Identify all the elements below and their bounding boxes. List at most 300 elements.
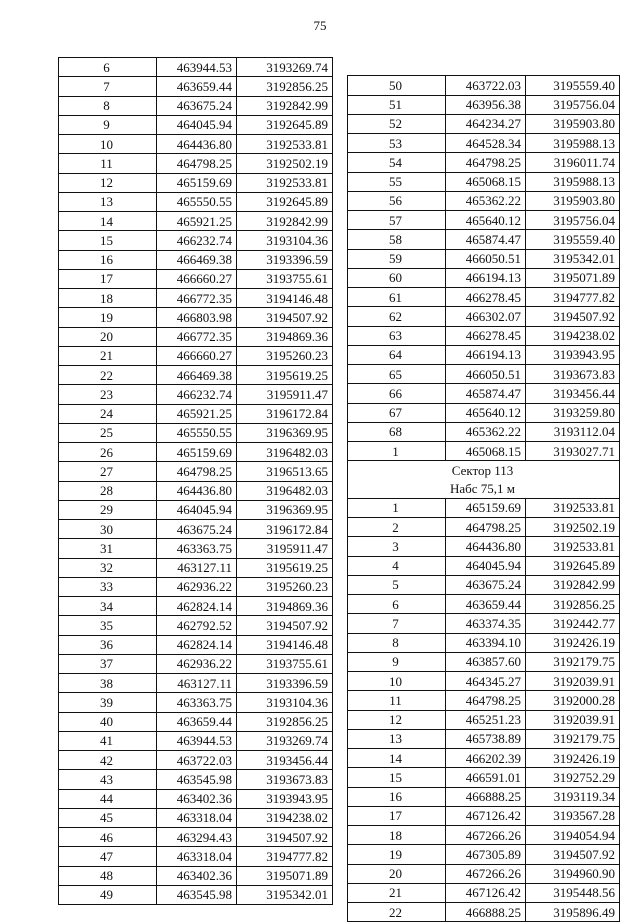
point-number: 5 [348, 575, 446, 594]
x-coordinate: 463127.11 [157, 558, 237, 577]
point-number: 10 [348, 672, 446, 691]
x-coordinate: 465251.23 [446, 710, 526, 729]
y-coordinate: 3194507.92 [237, 616, 333, 635]
y-coordinate: 3193943.95 [526, 345, 620, 364]
table-row [59, 385, 333, 404]
table-row [348, 307, 620, 326]
y-coordinate: 3193027.71 [526, 442, 620, 461]
point-number: 67 [348, 403, 446, 422]
y-coordinate: 3195903.80 [526, 114, 620, 133]
sector-title: Сектор 113 [348, 461, 620, 480]
y-coordinate: 3192426.19 [526, 749, 620, 768]
y-coordinate: 3195071.89 [237, 866, 333, 885]
point-number: 65 [348, 365, 446, 384]
table-row [348, 153, 620, 172]
table-row [348, 652, 620, 671]
table-row [59, 731, 333, 750]
table-row [348, 864, 620, 883]
y-coordinate: 3192856.25 [237, 77, 333, 96]
y-coordinate: 3192179.75 [526, 729, 620, 748]
point-number: 19 [348, 845, 446, 864]
point-number: 33 [59, 577, 157, 596]
point-number: 27 [59, 462, 157, 481]
x-coordinate: 465921.25 [157, 212, 237, 231]
point-number: 58 [348, 230, 446, 249]
x-coordinate: 467126.42 [446, 806, 526, 825]
y-coordinate: 3195342.01 [526, 249, 620, 268]
point-number: 20 [59, 327, 157, 346]
table-row [59, 520, 333, 539]
x-coordinate: 464798.25 [157, 154, 237, 173]
y-coordinate: 3193269.74 [237, 731, 333, 750]
y-coordinate: 3195756.04 [526, 95, 620, 114]
table-row [348, 249, 620, 268]
x-coordinate: 465640.12 [446, 211, 526, 230]
y-coordinate: 3192533.81 [526, 498, 620, 517]
table-row [59, 539, 333, 558]
y-coordinate: 3192179.75 [526, 652, 620, 671]
point-number: 30 [59, 520, 157, 539]
x-coordinate: 465362.22 [446, 422, 526, 441]
x-coordinate: 466302.07 [446, 307, 526, 326]
x-coordinate: 466660.27 [157, 269, 237, 288]
x-coordinate: 462824.14 [157, 597, 237, 616]
sector-subtitle-row [348, 480, 620, 499]
table-row [59, 250, 333, 269]
x-coordinate: 464345.27 [446, 672, 526, 691]
y-coordinate: 3193259.80 [526, 403, 620, 422]
point-number: 14 [59, 212, 157, 231]
table-row [59, 712, 333, 731]
x-coordinate: 466278.45 [446, 288, 526, 307]
x-coordinate: 463675.24 [157, 520, 237, 539]
point-number: 13 [348, 729, 446, 748]
point-number: 6 [59, 58, 157, 77]
x-coordinate: 462936.22 [157, 577, 237, 596]
x-coordinate: 467266.26 [446, 826, 526, 845]
table-row [59, 751, 333, 770]
point-number: 10 [59, 135, 157, 154]
y-coordinate: 3192856.25 [526, 595, 620, 614]
point-number: 12 [59, 173, 157, 192]
x-coordinate: 466888.25 [446, 903, 526, 922]
table-row [348, 114, 620, 133]
x-coordinate: 466194.13 [446, 345, 526, 364]
point-number: 49 [59, 885, 157, 904]
table-row [59, 654, 333, 673]
x-coordinate: 466772.35 [157, 327, 237, 346]
point-number: 18 [348, 826, 446, 845]
table-row [348, 903, 620, 922]
point-number: 25 [59, 423, 157, 442]
point-number: 1 [348, 498, 446, 517]
point-number: 21 [348, 883, 446, 902]
point-number: 37 [59, 654, 157, 673]
y-coordinate: 3195260.23 [237, 346, 333, 365]
table-row [348, 595, 620, 614]
y-coordinate: 3193396.59 [237, 674, 333, 693]
x-coordinate: 465550.55 [157, 423, 237, 442]
x-coordinate: 463294.43 [157, 828, 237, 847]
y-coordinate: 3192842.99 [237, 96, 333, 115]
table-row [59, 115, 333, 134]
x-coordinate: 464045.94 [157, 115, 237, 134]
y-coordinate: 3193673.83 [526, 365, 620, 384]
y-coordinate: 3193567.28 [526, 806, 620, 825]
point-number: 4 [348, 556, 446, 575]
table-row [348, 345, 620, 364]
point-number: 56 [348, 191, 446, 210]
table-row [348, 76, 620, 95]
y-coordinate: 3196369.95 [237, 423, 333, 442]
y-coordinate: 3192000.28 [526, 691, 620, 710]
x-coordinate: 464436.80 [157, 481, 237, 500]
x-coordinate: 465874.47 [446, 230, 526, 249]
y-coordinate: 3193673.83 [237, 770, 333, 789]
x-coordinate: 463363.75 [157, 693, 237, 712]
point-number: 13 [59, 192, 157, 211]
table-row [59, 789, 333, 808]
x-coordinate: 465159.69 [157, 173, 237, 192]
y-coordinate: 3195342.01 [237, 885, 333, 904]
x-coordinate: 467305.89 [446, 845, 526, 864]
table-row [348, 710, 620, 729]
x-coordinate: 466772.35 [157, 289, 237, 308]
table-row [348, 729, 620, 748]
x-coordinate: 466194.13 [446, 268, 526, 287]
point-number: 39 [59, 693, 157, 712]
table-row [348, 230, 620, 249]
table-row [59, 346, 333, 365]
table-row [59, 154, 333, 173]
y-coordinate: 3194507.92 [237, 308, 333, 327]
y-coordinate: 3195988.13 [526, 172, 620, 191]
point-number: 29 [59, 500, 157, 519]
y-coordinate: 3195988.13 [526, 134, 620, 153]
table-row [348, 691, 620, 710]
y-coordinate: 3196482.03 [237, 443, 333, 462]
point-number: 61 [348, 288, 446, 307]
y-coordinate: 3193104.36 [237, 231, 333, 250]
y-coordinate: 3193755.61 [237, 269, 333, 288]
table-row [59, 58, 333, 77]
table-row [348, 518, 620, 537]
x-coordinate: 466278.45 [446, 326, 526, 345]
table-row [348, 575, 620, 594]
x-coordinate: 463675.24 [446, 575, 526, 594]
point-number: 63 [348, 326, 446, 345]
y-coordinate: 3192842.99 [526, 575, 620, 594]
y-coordinate: 3196172.84 [237, 520, 333, 539]
x-coordinate: 466660.27 [157, 346, 237, 365]
y-coordinate: 3192856.25 [237, 712, 333, 731]
x-coordinate: 466888.25 [446, 787, 526, 806]
y-coordinate: 3194869.36 [237, 327, 333, 346]
y-coordinate: 3192842.99 [237, 212, 333, 231]
table-row [59, 866, 333, 885]
point-number: 1 [348, 442, 446, 461]
x-coordinate: 465068.15 [446, 442, 526, 461]
point-number: 47 [59, 847, 157, 866]
y-coordinate: 3193104.36 [237, 693, 333, 712]
x-coordinate: 463402.36 [157, 789, 237, 808]
x-coordinate: 465362.22 [446, 191, 526, 210]
x-coordinate: 466469.38 [157, 250, 237, 269]
left-coordinate-table [58, 57, 333, 905]
y-coordinate: 3195896.49 [526, 903, 620, 922]
point-number: 17 [348, 806, 446, 825]
y-coordinate: 3194238.02 [237, 808, 333, 827]
x-coordinate: 463659.44 [157, 712, 237, 731]
point-number: 15 [348, 768, 446, 787]
table-row [59, 808, 333, 827]
y-coordinate: 3194238.02 [526, 326, 620, 345]
point-number: 52 [348, 114, 446, 133]
point-number: 42 [59, 751, 157, 770]
y-coordinate: 3193112.04 [526, 422, 620, 441]
table-row [348, 172, 620, 191]
x-coordinate: 465159.69 [446, 498, 526, 517]
x-coordinate: 463402.36 [157, 866, 237, 885]
table-row [348, 95, 620, 114]
x-coordinate: 462936.22 [157, 654, 237, 673]
point-number: 44 [59, 789, 157, 808]
point-number: 57 [348, 211, 446, 230]
x-coordinate: 463944.53 [157, 731, 237, 750]
y-coordinate: 3196369.95 [237, 500, 333, 519]
y-coordinate: 3193396.59 [237, 250, 333, 269]
point-number: 40 [59, 712, 157, 731]
y-coordinate: 3193755.61 [237, 654, 333, 673]
y-coordinate: 3192426.19 [526, 633, 620, 652]
y-coordinate: 3192039.91 [526, 672, 620, 691]
y-coordinate: 3194777.82 [237, 847, 333, 866]
x-coordinate: 465640.12 [446, 403, 526, 422]
y-coordinate: 3193269.74 [237, 58, 333, 77]
table-row [59, 847, 333, 866]
y-coordinate: 3193119.34 [526, 787, 620, 806]
point-number: 64 [348, 345, 446, 364]
table-row [59, 308, 333, 327]
table-row [59, 558, 333, 577]
y-coordinate: 3193943.95 [237, 789, 333, 808]
point-number: 68 [348, 422, 446, 441]
y-coordinate: 3196482.03 [237, 481, 333, 500]
y-coordinate: 3195903.80 [526, 191, 620, 210]
point-number: 32 [59, 558, 157, 577]
table-row [348, 672, 620, 691]
point-number: 22 [59, 366, 157, 385]
x-coordinate: 464798.25 [446, 691, 526, 710]
point-number: 11 [59, 154, 157, 173]
x-coordinate: 464234.27 [446, 114, 526, 133]
x-coordinate: 466232.74 [157, 231, 237, 250]
y-coordinate: 3192502.19 [237, 154, 333, 173]
y-coordinate: 3195071.89 [526, 268, 620, 287]
table-row [59, 192, 333, 211]
y-coordinate: 3192533.81 [526, 537, 620, 556]
point-number: 60 [348, 268, 446, 287]
y-coordinate: 3196011.74 [526, 153, 620, 172]
x-coordinate: 464798.25 [446, 518, 526, 537]
table-row [59, 635, 333, 654]
table-row [348, 442, 620, 461]
y-coordinate: 3194507.92 [237, 828, 333, 847]
table-row [348, 749, 620, 768]
x-coordinate: 466202.39 [446, 749, 526, 768]
sector-title-row [348, 461, 620, 480]
x-coordinate: 466050.51 [446, 365, 526, 384]
table-row [59, 828, 333, 847]
y-coordinate: 3192645.89 [237, 115, 333, 134]
x-coordinate: 462792.52 [157, 616, 237, 635]
table-row [59, 597, 333, 616]
table-row [59, 481, 333, 500]
point-number: 45 [59, 808, 157, 827]
x-coordinate: 465738.89 [446, 729, 526, 748]
point-number: 8 [348, 633, 446, 652]
point-number: 35 [59, 616, 157, 635]
table-row [59, 404, 333, 423]
x-coordinate: 465874.47 [446, 384, 526, 403]
table-row [59, 674, 333, 693]
y-coordinate: 3195448.56 [526, 883, 620, 902]
table-row [59, 269, 333, 288]
point-number: 54 [348, 153, 446, 172]
x-coordinate: 463363.75 [157, 539, 237, 558]
y-coordinate: 3194960.90 [526, 864, 620, 883]
y-coordinate: 3195756.04 [526, 211, 620, 230]
point-number: 12 [348, 710, 446, 729]
table-row [348, 384, 620, 403]
y-coordinate: 3195911.47 [237, 539, 333, 558]
x-coordinate: 464045.94 [446, 556, 526, 575]
y-coordinate: 3195619.25 [237, 558, 333, 577]
point-number: 21 [59, 346, 157, 365]
table-row [59, 135, 333, 154]
x-coordinate: 463659.44 [157, 77, 237, 96]
point-number: 19 [59, 308, 157, 327]
point-number: 6 [348, 595, 446, 614]
table-row [348, 288, 620, 307]
table-row [348, 883, 620, 902]
x-coordinate: 466591.01 [446, 768, 526, 787]
x-coordinate: 467126.42 [446, 883, 526, 902]
table-row [348, 826, 620, 845]
table-row [59, 173, 333, 192]
y-coordinate: 3195559.40 [526, 76, 620, 95]
table-row [348, 191, 620, 210]
point-number: 51 [348, 95, 446, 114]
table-row [59, 289, 333, 308]
right-coordinate-table [347, 57, 620, 922]
x-coordinate: 464528.34 [446, 134, 526, 153]
table-row [348, 134, 620, 153]
table-row [59, 500, 333, 519]
point-number: 16 [348, 787, 446, 806]
x-coordinate: 463545.98 [157, 885, 237, 904]
y-coordinate: 3194146.48 [237, 289, 333, 308]
point-number: 7 [59, 77, 157, 96]
point-number: 15 [59, 231, 157, 250]
point-number: 20 [348, 864, 446, 883]
point-number: 17 [59, 269, 157, 288]
point-number: 41 [59, 731, 157, 750]
point-number: 3 [348, 537, 446, 556]
y-coordinate: 3193456.44 [237, 751, 333, 770]
y-coordinate: 3195260.23 [237, 577, 333, 596]
table-row [348, 326, 620, 345]
x-coordinate: 463944.53 [157, 58, 237, 77]
point-number: 53 [348, 134, 446, 153]
point-number: 31 [59, 539, 157, 558]
x-coordinate: 463722.03 [446, 76, 526, 95]
point-number: 14 [348, 749, 446, 768]
y-coordinate: 3192533.81 [237, 173, 333, 192]
table-row [59, 443, 333, 462]
table-row [59, 366, 333, 385]
x-coordinate: 463318.04 [157, 847, 237, 866]
x-coordinate: 463318.04 [157, 808, 237, 827]
point-number: 46 [59, 828, 157, 847]
point-number: 43 [59, 770, 157, 789]
point-number: 7 [348, 614, 446, 633]
point-number: 23 [59, 385, 157, 404]
x-coordinate: 464045.94 [157, 500, 237, 519]
x-coordinate: 463857.60 [446, 652, 526, 671]
point-number: 18 [59, 289, 157, 308]
x-coordinate: 462824.14 [157, 635, 237, 654]
point-number: 50 [348, 76, 446, 95]
y-coordinate: 3192039.91 [526, 710, 620, 729]
table-row [348, 403, 620, 422]
y-coordinate: 3192533.81 [237, 135, 333, 154]
y-coordinate: 3192442.77 [526, 614, 620, 633]
x-coordinate: 465159.69 [157, 443, 237, 462]
point-number: 62 [348, 307, 446, 326]
y-coordinate: 3194507.92 [526, 307, 620, 326]
table-row [59, 885, 333, 904]
table-row [348, 365, 620, 384]
x-coordinate: 465550.55 [157, 192, 237, 211]
y-coordinate: 3194777.82 [526, 288, 620, 307]
y-coordinate: 3192752.29 [526, 768, 620, 787]
x-coordinate: 463956.38 [446, 95, 526, 114]
table-row [348, 768, 620, 787]
point-number: 11 [348, 691, 446, 710]
y-coordinate: 3192645.89 [237, 192, 333, 211]
point-number: 34 [59, 597, 157, 616]
y-coordinate: 3194869.36 [237, 597, 333, 616]
point-number: 9 [348, 652, 446, 671]
table-row [348, 211, 620, 230]
point-number: 59 [348, 249, 446, 268]
x-coordinate: 464436.80 [446, 537, 526, 556]
table-row [59, 462, 333, 481]
x-coordinate: 463659.44 [446, 595, 526, 614]
table-row [59, 212, 333, 231]
table-row [59, 96, 333, 115]
table-row [348, 268, 620, 287]
table-row [59, 423, 333, 442]
x-coordinate: 464436.80 [157, 135, 237, 154]
point-number: 8 [59, 96, 157, 115]
x-coordinate: 466469.38 [157, 366, 237, 385]
x-coordinate: 464798.25 [157, 462, 237, 481]
point-number: 36 [59, 635, 157, 654]
point-number: 48 [59, 866, 157, 885]
y-coordinate: 3194054.94 [526, 826, 620, 845]
